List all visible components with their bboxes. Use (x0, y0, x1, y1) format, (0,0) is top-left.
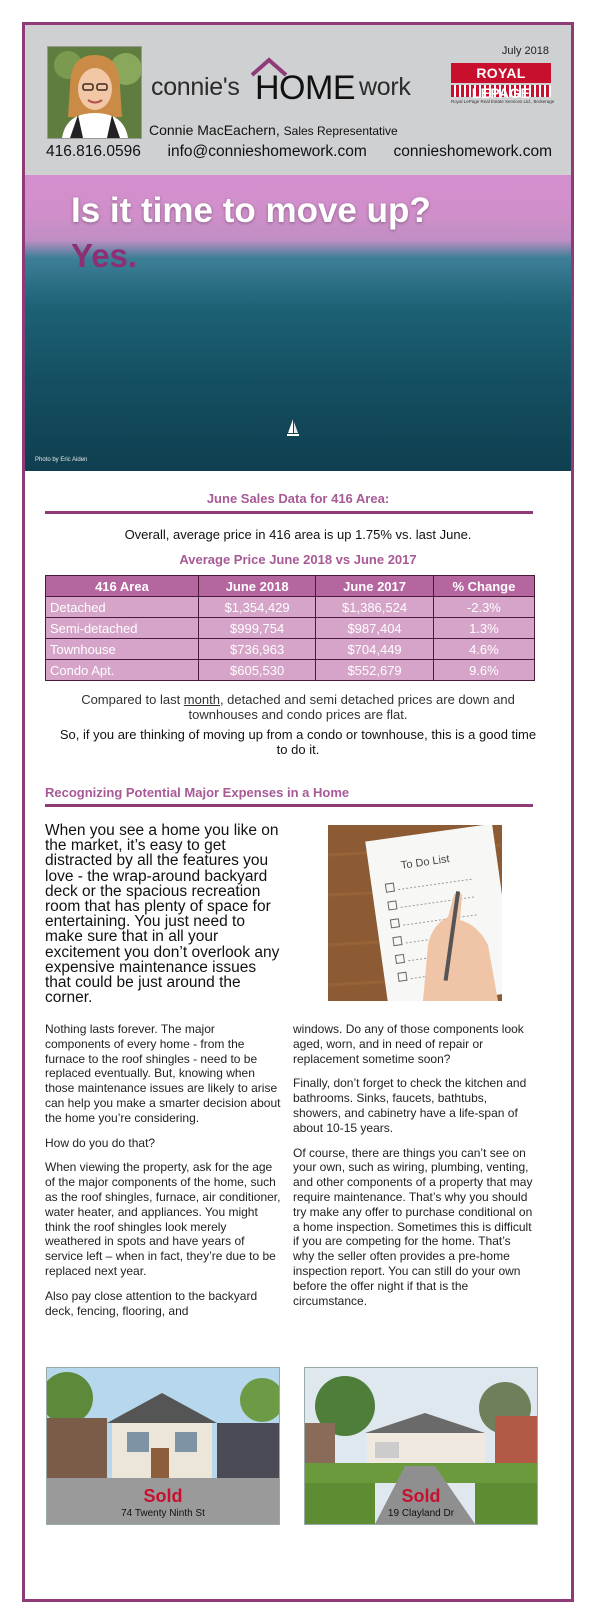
phone-link[interactable]: 416.816.0596 (46, 143, 141, 160)
sold-listing-card[interactable] (304, 1367, 538, 1525)
todo-title: To Do List (400, 853, 451, 872)
agent-line (149, 122, 398, 138)
article-title: Recognizing Potential Major Expenses in a Home (45, 785, 350, 800)
table-cell: $552,679 (316, 660, 433, 681)
table-row (46, 639, 535, 660)
article-paragraph: How do you do that? (45, 1135, 156, 1150)
table-cell: $605,530 (198, 660, 315, 681)
column-header: % Change (433, 576, 534, 597)
header (25, 25, 571, 175)
table-cell: -2.3% (433, 597, 534, 618)
royal-lepage-logo (451, 63, 555, 104)
hero-headline: Is it time to move up? (71, 191, 431, 230)
hero-answer: Yes. (71, 237, 138, 274)
table-row (46, 660, 535, 681)
article-left-column (45, 1022, 283, 1328)
agent-title: Sales Representative (283, 124, 398, 138)
table-cell: $736,963 (198, 639, 315, 660)
table-row (46, 618, 535, 639)
sold-label: Sold (143, 1486, 183, 1506)
compare-post: , detached and semi detached prices are down and townhouses and condo prices are flat. (188, 692, 515, 722)
newsletter-frame (22, 22, 574, 1602)
logo-prefix: connie's (151, 73, 240, 101)
table-cell: Condo Apt. (46, 660, 199, 681)
table-cell: $999,754 (198, 618, 315, 639)
sold-address: 74 Twenty Ninth St (121, 1508, 205, 1519)
column-header: June 2018 (198, 576, 315, 597)
contact-line (46, 143, 552, 161)
logo-suffix: work (359, 73, 411, 101)
article-paragraph: Finally, don’t forget to check the kitchen and bathrooms. Sinks, faucets, bathtubs, showers, and cabinetry have a life-span of about 10-15 years. (293, 1076, 527, 1135)
email-link[interactable]: info@connieshomework.com (167, 143, 367, 160)
sold-listing-card[interactable] (46, 1367, 280, 1525)
table-cell: 9.6% (433, 660, 534, 681)
divider (45, 511, 533, 514)
article-intro: When you see a home you like on the market, it’s easy to get distracted by all the features you love - the wrap-around backyard deck or the spacious recreation room that has plenty of space for entertaining. You just need to make sure that in all your excitement you don’t overlook any expensive maintenance issues that could be just around the corner. (45, 822, 280, 1007)
table-cell: 1.3% (433, 618, 534, 639)
table-cell: Townhouse (46, 639, 199, 660)
table-cell: $1,354,429 (198, 597, 315, 618)
sales-table (45, 575, 535, 681)
month-link[interactable]: month (183, 692, 220, 707)
column-header: 416 Area (46, 576, 199, 597)
compare-pre: Compared to last (81, 692, 184, 707)
article-paragraph: When viewing the property, ask for the age of the major components of the home, such as the roof shingles, furnace, air conditioner, water heater, and appliances. You might think the roof shingles look merely weathered in spots and have years of service left – when in fact, they’re due to be replaced next year. (45, 1160, 281, 1278)
photo-credit: Photo by Eric Aiden (35, 457, 88, 463)
article-paragraph: Of course, there are things you can’t see on your own, such as wiring, plumbing, venting, and other components of a property that may require maintenance. That’s why you should try make any offer to purchase conditional on a home inspection. Sometimes this is difficult if you are competing for the home. That’s why the seller often provides a pre-home inspection report. You can still do your own before the offer night if that is the circumstance. (293, 1145, 533, 1308)
table-row (46, 597, 535, 618)
table-cell: $987,404 (316, 618, 433, 639)
connies-homework-logo (151, 57, 433, 117)
sold-label: Sold (401, 1486, 441, 1506)
column-header: June 2017 (316, 576, 433, 597)
article-paragraph: Also pay close attention to the backyard deck, fencing, flooring, and (45, 1288, 258, 1318)
agent-name: Connie MacEachern, (149, 122, 280, 138)
move-up-advice: So, if you are thinking of moving up from a condo or townhouse, this is a good time to do it. (59, 727, 537, 757)
website-link[interactable]: connieshomework.com (393, 143, 552, 160)
table-cell: Semi-detached (46, 618, 199, 639)
article-paragraph: Nothing lasts forever. The major components of every home - from the furnace to the roof shingles - need to be replaced eventually. But, knowing when those maintenance issues are likely to arise can help you make a smarter decision about the home you’re considering. (45, 1022, 281, 1125)
article-paragraph: windows. Do any of those components look aged, worn, and in need of repair or replacement sometime soon? (293, 1022, 524, 1066)
sold-address: 19 Clayland Dr (387, 1508, 455, 1519)
divider (45, 804, 533, 807)
table-title: Average Price June 2018 vs June 2017 (179, 552, 417, 567)
logo-main: HOME (255, 69, 355, 107)
table-cell: $704,449 (316, 639, 433, 660)
table-cell: Detached (46, 597, 199, 618)
todo-list-photo (328, 825, 502, 1001)
brokerage-sub: Royal LePage Real Estate Services Ltd., Brokerage (451, 99, 555, 104)
issue-date: July 2018 (501, 45, 549, 57)
overall-summary: Overall, average price in 416 area is up 1.75% vs. last June. (124, 527, 472, 542)
table-cell: 4.6% (433, 639, 534, 660)
brokerage-name: ROYAL LEPAGE (451, 63, 551, 83)
month-comparison (55, 692, 541, 722)
sales-section-title: June Sales Data for 416 Area: (206, 491, 390, 506)
sailboat-icon (286, 418, 300, 438)
table-cell: $1,386,524 (316, 597, 433, 618)
hero-image (25, 175, 571, 471)
article-right-column (293, 1022, 533, 1318)
agent-photo (47, 46, 142, 139)
table-header-row (46, 576, 535, 597)
